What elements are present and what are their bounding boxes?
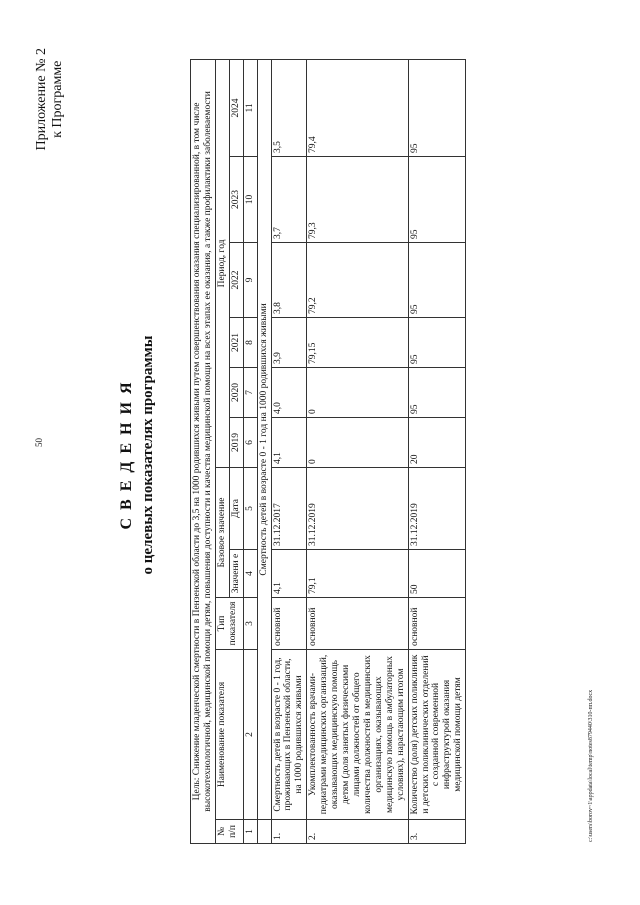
row-value: 4,1 [271,418,307,468]
row-name: Смертность детей в возрасте 0 - 1 год, проживающих в Пензенской области, на 1000 родившихся живыми [271,650,307,820]
row-value: 79,2 [307,243,408,318]
column-number: 11 [243,59,257,156]
row-value: 95 [408,59,466,156]
row-value: 95 [408,318,466,368]
row-value: 20 [408,418,466,468]
row-value: 0 [307,418,408,468]
row-type: основной [271,598,307,650]
row-value: 0 [307,368,408,418]
row-base-date: 31.12.2019 [307,468,408,550]
header-year: 2020 [229,368,243,418]
table-row [271,59,307,843]
row-value: 3,7 [271,157,307,243]
column-number: 1 [243,820,257,844]
row-value: 79,4 [307,59,408,156]
row-type: основной [307,598,408,650]
header-base: Базовое значение [215,468,229,598]
appendix-line-2: к Программе [50,60,66,138]
header-base-date: Дата [229,468,243,550]
header-num: № п/п [215,820,243,844]
column-number: 7 [243,368,257,418]
row-base-value: 79,1 [307,550,408,598]
column-number: 4 [243,550,257,598]
header-year: 2023 [229,157,243,243]
section-title: Смертность детей в возрасте 0 - 1 год на 1000 родившихся живыми [257,59,271,819]
document-title: С В Е Д Е Н И Я [118,380,135,530]
column-number: 6 [243,418,257,468]
row-base-value: 4,1 [271,550,307,598]
column-number: 10 [243,157,257,243]
header-period: Период, год [215,59,229,467]
header-year: 2019 [229,418,243,468]
column-number: 2 [243,650,257,820]
header-year: 2024 [229,59,243,156]
row-value: 95 [408,368,466,418]
column-number: 3 [243,598,257,650]
row-num: 2. [307,820,408,844]
header-name: Наименование показателя [215,650,243,820]
row-value: 4,0 [271,368,307,418]
header-year: 2022 [229,243,243,318]
column-number: 5 [243,468,257,550]
indicators-table [190,59,466,844]
column-number: 9 [243,243,257,318]
row-value: 95 [408,243,466,318]
document-subtitle: о целевых показателях программы [140,335,156,575]
row-value: 79,15 [307,318,408,368]
row-name: Количество (доля) детских поликлиник и детских поликлинических отделений с созданной современной инфраструктурой оказания медицинской помощи детям [408,650,466,820]
row-num: 3. [408,820,466,844]
column-number: 8 [243,318,257,368]
row-value: 3,9 [271,318,307,368]
row-value: 3,8 [271,243,307,318]
rotated-page-content [12,20,612,890]
row-name: Укомплектованность врачами-педиатрами медицинских организаций, оказывающих медицинскую помощь детям (доля занятых физическими лицами должностей от общего количества должностей в медицинских организациях, оказывающих медицинскую помощь в амбулаторных условиях), нарастающим итогом [307,650,408,820]
row-value: 95 [408,157,466,243]
appendix-label [34,48,66,151]
row-value: 3,5 [271,59,307,156]
page-number: 50 [34,438,44,447]
appendix-line-1: Приложение № 2 [34,48,49,151]
row-base-date: 31.12.2017 [271,468,307,550]
row-base-value: 50 [408,550,466,598]
header-type: Тип показателя [215,598,243,650]
table-row [408,59,466,843]
table-row [307,59,408,843]
header-year: 2021 [229,318,243,368]
footer-file-path: c:\users\borov~1\appdata\local\temp\notes879440\310-пп.docx [588,689,594,842]
row-num: 1. [271,820,307,844]
goal-cell: Цель: Снижение младенческой смертности в Пензенской области до 3,5 на 1000 родившихся живыми путем совершенствования оказания специализированной, в том числе высокотехнологичной, медицинской помощи детям, повышения доступности и качества медицинской помощи на всех этапах ее оказания, а также профилактики заболеваемости [191,59,216,843]
header-base-value: Значени е [229,550,243,598]
row-base-date: 31.12.2019 [408,468,466,550]
row-value: 79,3 [307,157,408,243]
row-type: основной [408,598,466,650]
